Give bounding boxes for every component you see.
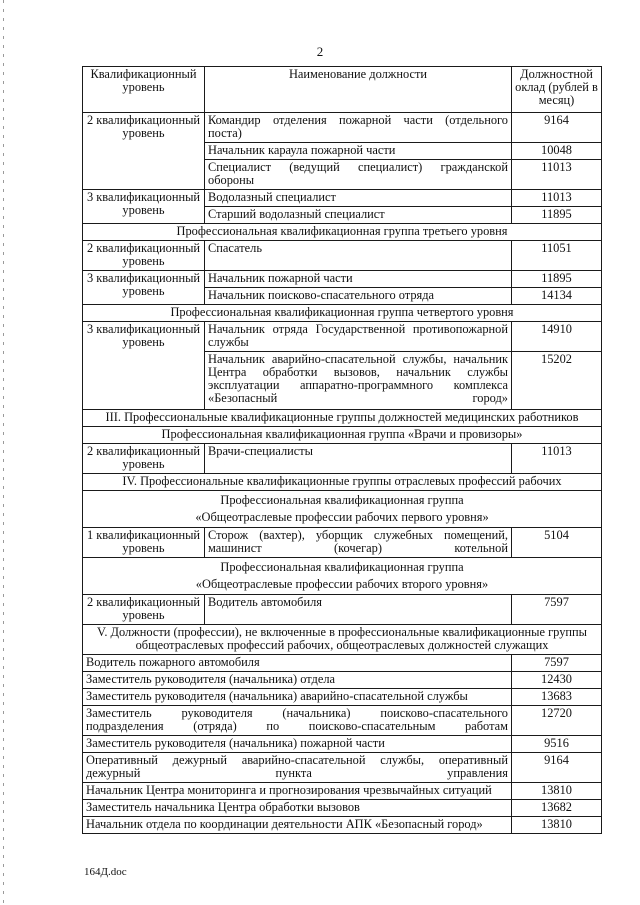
group-heading-line: «Общеотраслевые профессии рабочих второго уровня» bbox=[195, 577, 489, 591]
group-heading-line: Профессиональная квалификационная группа bbox=[220, 560, 464, 574]
group-heading-line: Профессиональная квалификационная группа bbox=[220, 493, 464, 507]
section-heading-row bbox=[83, 625, 602, 655]
table-row bbox=[83, 528, 602, 558]
level-cell: 3 квалификационный уровень bbox=[83, 190, 205, 224]
table-row bbox=[83, 241, 602, 271]
salary-cell: 5104 bbox=[512, 528, 602, 558]
salary-cell: 7597 bbox=[512, 655, 602, 672]
salary-cell: 12720 bbox=[512, 706, 602, 736]
position-cell: Спасатель bbox=[205, 241, 512, 271]
position-cell: Оперативный дежурный аварийно-спасательной службы, оперативный дежурный пункта управления bbox=[83, 753, 512, 783]
position-cell: Водитель пожарного автомобиля bbox=[83, 655, 512, 672]
salary-cell: 7597 bbox=[512, 595, 602, 625]
position-cell: Начальник поисково-спасательного отряда bbox=[205, 288, 512, 305]
header-salary: Должностной оклад (рублей в месяц) bbox=[512, 67, 602, 113]
section-heading-row bbox=[83, 410, 602, 427]
table-row bbox=[83, 817, 602, 834]
table-row bbox=[83, 706, 602, 736]
level-cell: 2 квалификационный уровень bbox=[83, 444, 205, 474]
salary-table bbox=[82, 66, 602, 834]
scan-edge-line bbox=[3, 0, 4, 905]
salary-cell: 13810 bbox=[512, 783, 602, 800]
salary-cell: 9164 bbox=[512, 113, 602, 143]
position-cell: Врачи-специалисты bbox=[205, 444, 512, 474]
group-heading-row bbox=[83, 224, 602, 241]
salary-cell: 13682 bbox=[512, 800, 602, 817]
table-row bbox=[83, 800, 602, 817]
group-heading bbox=[83, 558, 602, 595]
position-cell: Заместитель руководителя (начальника) поисково-спасательного подразделения (отряда) по поисково-спасательным работам bbox=[83, 706, 512, 736]
table-row bbox=[83, 271, 602, 288]
position-cell: Водолазный специалист bbox=[205, 190, 512, 207]
section-heading: III. Профессиональные квалификационные группы должностей медицинских работников bbox=[83, 410, 602, 427]
salary-cell: 13810 bbox=[512, 817, 602, 834]
salary-cell: 11013 bbox=[512, 160, 602, 190]
position-cell: Начальник караула пожарной части bbox=[205, 143, 512, 160]
salary-cell: 11013 bbox=[512, 190, 602, 207]
position-cell: Сторож (вахтер), уборщик служебных помещений, машинист (кочегар) котельной bbox=[205, 528, 512, 558]
table-row bbox=[83, 322, 602, 352]
position-cell: Заместитель руководителя (начальника) аварийно-спасательной службы bbox=[83, 689, 512, 706]
group-heading bbox=[83, 491, 602, 528]
position-cell: Начальник Центра мониторинга и прогнозирования чрезвычайных ситуаций bbox=[83, 783, 512, 800]
salary-cell: 10048 bbox=[512, 143, 602, 160]
position-cell: Заместитель руководителя (начальника) отдела bbox=[83, 672, 512, 689]
salary-cell: 11051 bbox=[512, 241, 602, 271]
position-cell: Командир отделения пожарной части (отдельного поста) bbox=[205, 113, 512, 143]
salary-cell: 13683 bbox=[512, 689, 602, 706]
level-cell: 2 квалификационный уровень bbox=[83, 241, 205, 271]
position-cell: Заместитель начальника Центра обработки вызовов bbox=[83, 800, 512, 817]
salary-cell: 11895 bbox=[512, 207, 602, 224]
table-row bbox=[83, 783, 602, 800]
salary-cell: 14134 bbox=[512, 288, 602, 305]
group-heading-line: «Общеотраслевые профессии рабочих первого уровня» bbox=[195, 510, 489, 524]
group-heading-row bbox=[83, 558, 602, 595]
position-cell: Водитель автомобиля bbox=[205, 595, 512, 625]
header-level: Квалификационный уровень bbox=[83, 67, 205, 113]
table-row bbox=[83, 444, 602, 474]
level-cell: 2 квалификационный уровень bbox=[83, 595, 205, 625]
position-cell: Начальник отряда Государственной противопожарной службы bbox=[205, 322, 512, 352]
salary-cell: 15202 bbox=[512, 352, 602, 410]
level-cell: 3 квалификационный уровень bbox=[83, 271, 205, 305]
table-header-row bbox=[83, 67, 602, 113]
group-heading: Профессиональная квалификационная группа четвертого уровня bbox=[83, 305, 602, 322]
salary-cell: 9164 bbox=[512, 753, 602, 783]
section-heading-row bbox=[83, 474, 602, 491]
group-heading-row bbox=[83, 427, 602, 444]
table-row bbox=[83, 689, 602, 706]
salary-cell: 11013 bbox=[512, 444, 602, 474]
level-cell: 2 квалификационный уровень bbox=[83, 113, 205, 190]
table-row bbox=[83, 655, 602, 672]
group-heading: Профессиональная квалификационная группа третьего уровня bbox=[83, 224, 602, 241]
section-heading: V. Должности (профессии), не включенные в профессиональные квалификационные группы общеотраслевых профессий рабочих, общеотраслевых должностей служащих bbox=[83, 625, 602, 655]
group-heading-row bbox=[83, 491, 602, 528]
position-cell: Старший водолазный специалист bbox=[205, 207, 512, 224]
position-cell: Начальник аварийно-спасательной службы, начальник Центра обработки вызовов, начальник службы эксплуатации аппаратно-программного комплекса «Безопасный город» bbox=[205, 352, 512, 410]
salary-cell: 11895 bbox=[512, 271, 602, 288]
position-cell: Начальник пожарной части bbox=[205, 271, 512, 288]
position-cell: Специалист (ведущий специалист) гражданской обороны bbox=[205, 160, 512, 190]
table-row bbox=[83, 672, 602, 689]
level-cell: 3 квалификационный уровень bbox=[83, 322, 205, 410]
group-heading-row bbox=[83, 305, 602, 322]
table-row bbox=[83, 190, 602, 207]
position-cell: Начальник отдела по координации деятельности АПК «Безопасный город» bbox=[83, 817, 512, 834]
table-row bbox=[83, 113, 602, 143]
group-heading: Профессиональная квалификационная группа «Врачи и провизоры» bbox=[83, 427, 602, 444]
position-cell: Заместитель руководителя (начальника) пожарной части bbox=[83, 736, 512, 753]
salary-cell: 12430 bbox=[512, 672, 602, 689]
level-cell: 1 квалификационный уровень bbox=[83, 528, 205, 558]
salary-cell: 14910 bbox=[512, 322, 602, 352]
page-number: 2 bbox=[316, 44, 324, 59]
section-heading: IV. Профессиональные квалификационные группы отраслевых профессий рабочих bbox=[83, 474, 602, 491]
salary-cell: 9516 bbox=[512, 736, 602, 753]
table-row bbox=[83, 595, 602, 625]
file-name-footer: 164Д.doc bbox=[84, 866, 127, 878]
table-row bbox=[83, 753, 602, 783]
header-position: Наименование должности bbox=[205, 67, 512, 113]
table-row bbox=[83, 736, 602, 753]
